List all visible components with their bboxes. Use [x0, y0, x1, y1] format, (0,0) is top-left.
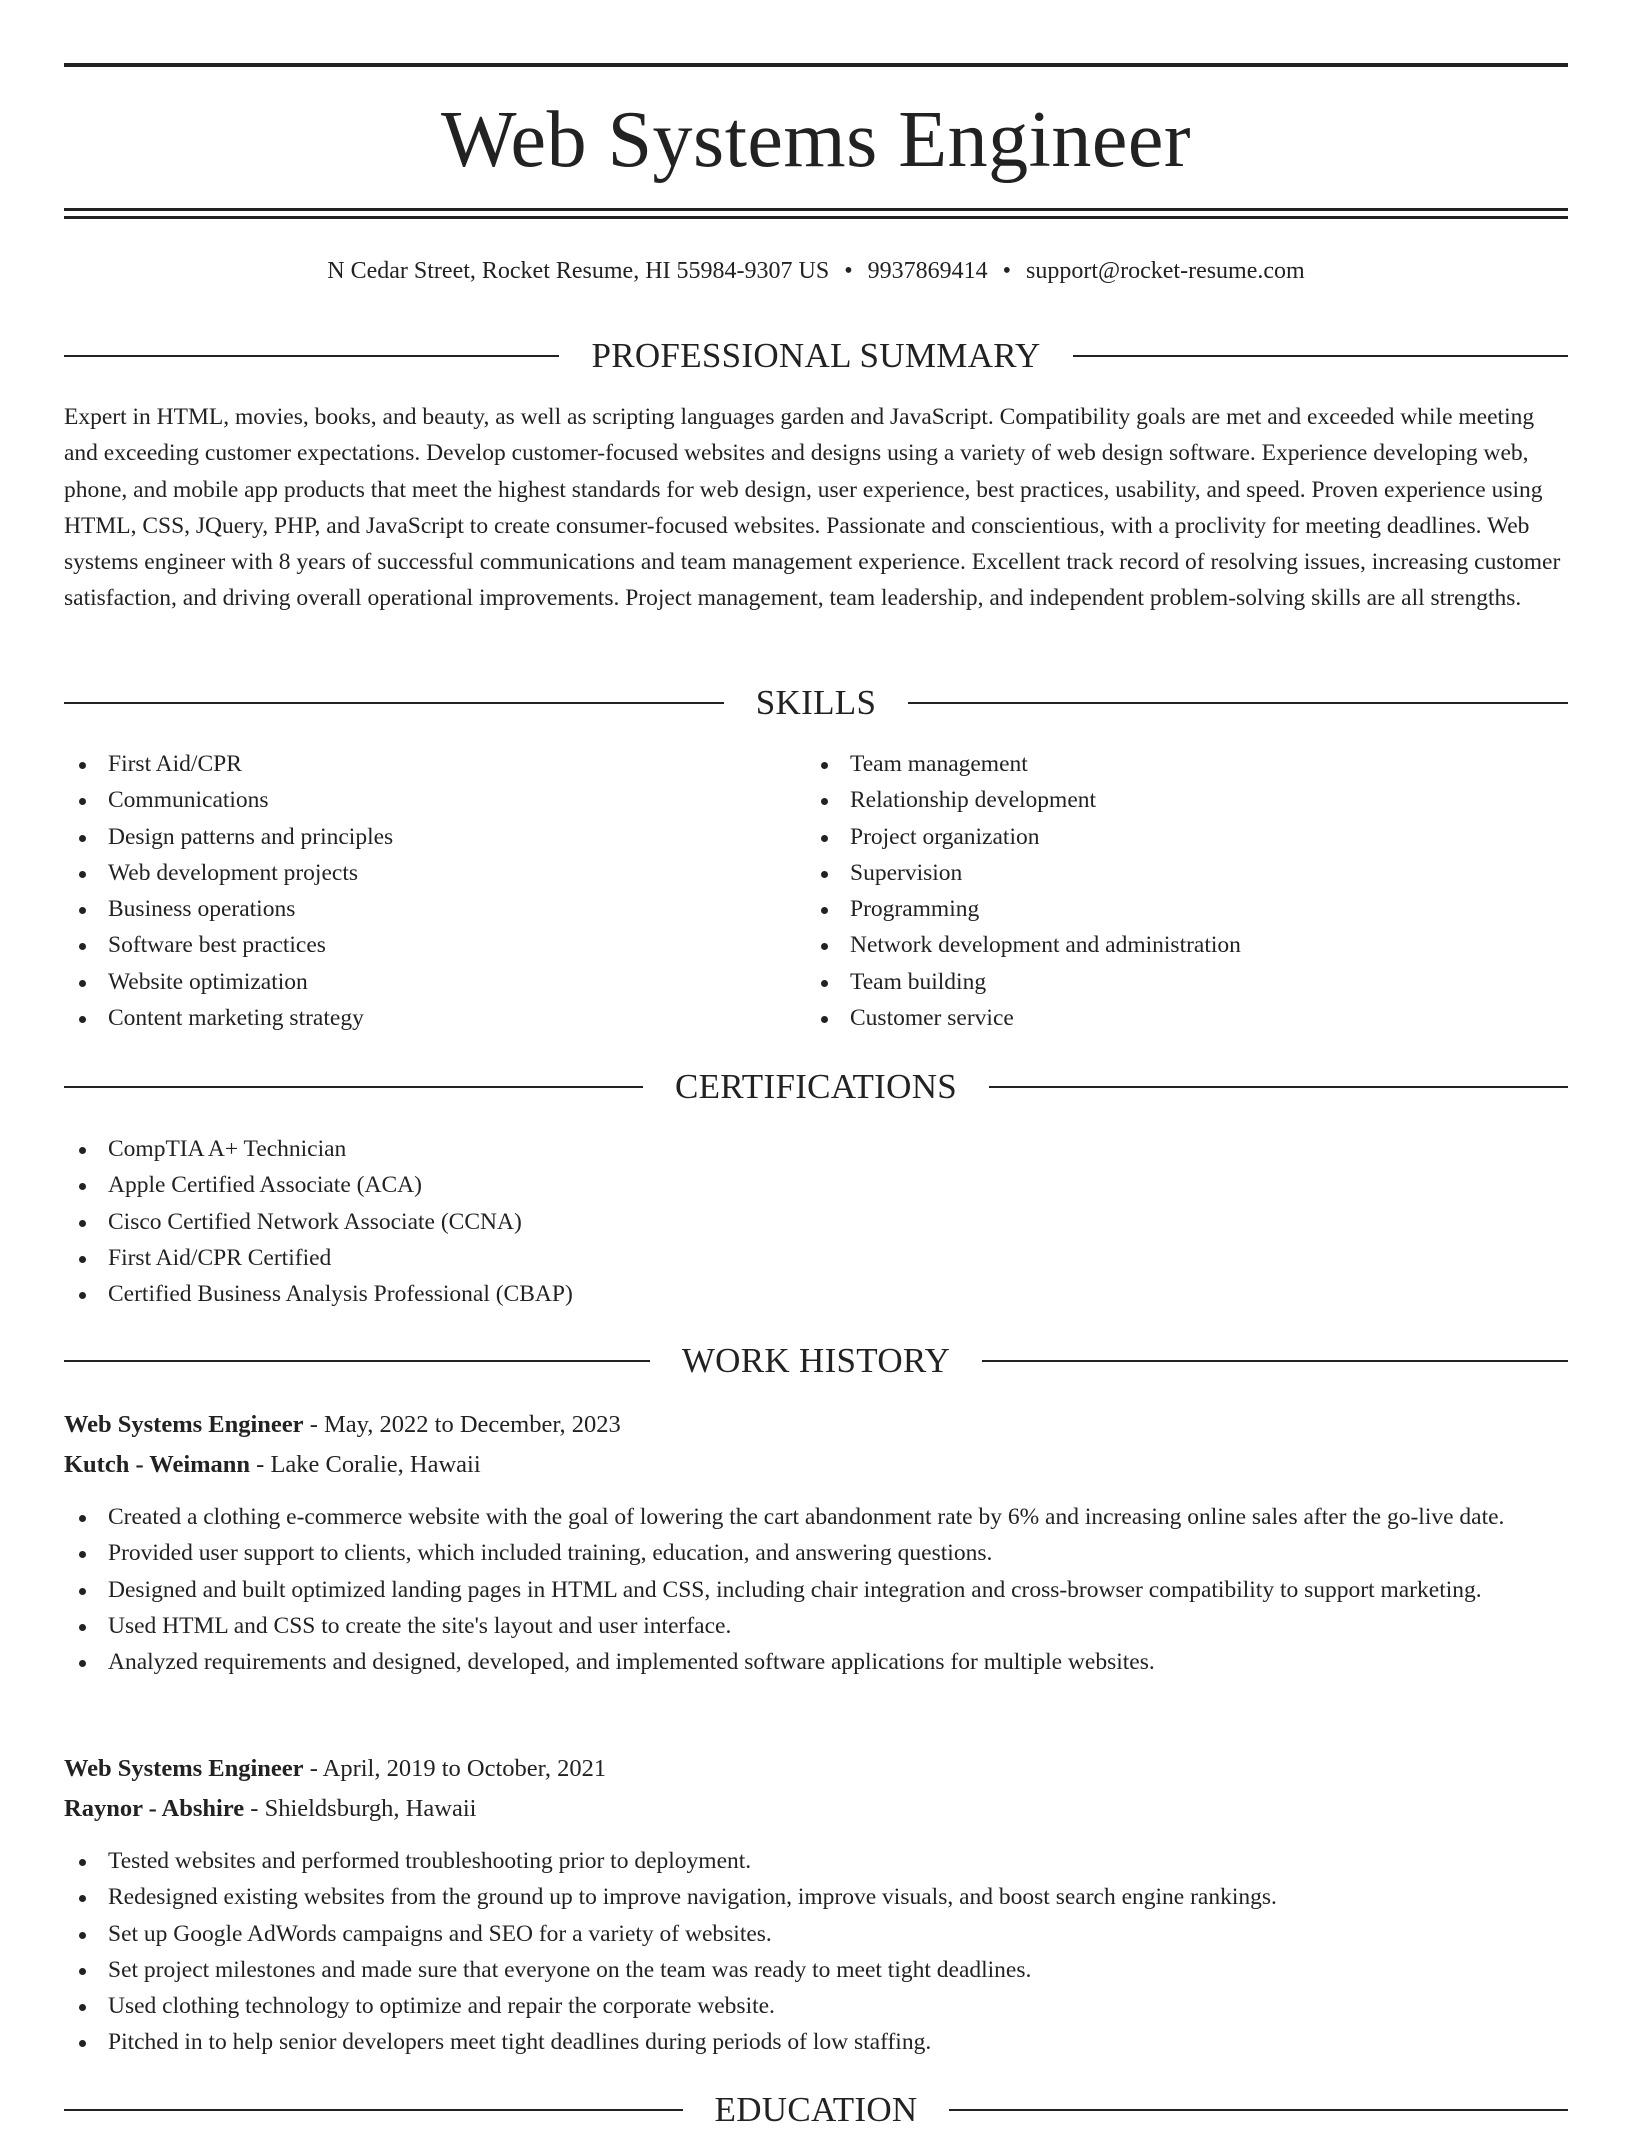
skills-list-right: [806, 746, 1566, 1036]
skill-item: First Aid/CPR: [64, 746, 804, 782]
job-location: - Lake Coralie, Hawaii: [250, 1451, 481, 1478]
section-title: WORK HISTORY: [681, 1341, 951, 1380]
job-duty-item: Analyzed requirements and designed, developed, and implemented software applications for multiple websites.: [64, 1644, 1568, 1680]
section-rule: [64, 355, 559, 357]
summary-section-heading: [64, 336, 1568, 376]
job-duty-item: Tested websites and performed troubleshooting prior to deployment.: [64, 1843, 1568, 1879]
skill-item: Supervision: [806, 855, 1566, 891]
certification-item: CompTIA A+ Technician: [64, 1131, 1568, 1167]
certification-item: Certified Business Analysis Professional (CBAP): [64, 1276, 1568, 1312]
contact-email: support@rocket-resume.com: [1026, 258, 1305, 284]
section-rule: [64, 1086, 643, 1088]
certification-item: Apple Certified Associate (ACA): [64, 1167, 1568, 1203]
certifications-list: [64, 1131, 1568, 1312]
skill-item: Website optimization: [64, 964, 804, 1000]
section-rule: [989, 1086, 1568, 1088]
contact-phone: 9937869414: [867, 258, 988, 284]
job-location: - Shieldsburgh, Hawaii: [244, 1795, 477, 1822]
skill-item: Business operations: [64, 891, 804, 927]
certification-item: Cisco Certified Network Associate (CCNA): [64, 1204, 1568, 1240]
job-title: Web Systems Engineer: [64, 1411, 304, 1438]
job-duty-item: Provided user support to clients, which included training, education, and answering questions.: [64, 1535, 1568, 1571]
job-duties-list: [64, 1499, 1568, 1680]
skill-item: Web development projects: [64, 855, 804, 891]
job-duty-item: Set up Google AdWords campaigns and SEO for a variety of websites.: [64, 1916, 1568, 1952]
resume-name-heading: Web Systems Engineer: [440, 96, 1192, 184]
job-company-line: [64, 1789, 1568, 1829]
header-rule-lower: [64, 216, 1568, 219]
skill-item: Network development and administration: [806, 927, 1566, 963]
job-duty-item: Redesigned existing websites from the ground up to improve navigation, improve visuals, and boost search engine rankings.: [64, 1879, 1568, 1915]
skill-item: Relationship development: [806, 782, 1566, 818]
skill-item: Content marketing strategy: [64, 1000, 804, 1036]
job-duty-item: Designed and built optimized landing pages in HTML and CSS, including chair integration and cross-browser compatibility to support marketing.: [64, 1572, 1568, 1608]
section-title: EDUCATION: [714, 2090, 918, 2129]
section-rule: [1073, 355, 1568, 357]
job-duty-item: Set project milestones and made sure that everyone on the team was ready to meet tight deadlines.: [64, 1952, 1568, 1988]
contact-line: [64, 253, 1568, 289]
section-rule: [64, 2109, 683, 2111]
job-duty-item: Used clothing technology to optimize and repair the corporate website.: [64, 1988, 1568, 2024]
section-rule: [64, 702, 724, 704]
job-company-line: [64, 1445, 1568, 1485]
skill-item: Design patterns and principles: [64, 819, 804, 855]
skills-section-heading: [64, 683, 1568, 723]
skill-item: Software best practices: [64, 927, 804, 963]
job-dates: - April, 2019 to October, 2021: [303, 1755, 607, 1782]
skill-item: Programming: [806, 891, 1566, 927]
skill-item: Project organization: [806, 819, 1566, 855]
job-company: Kutch - Weimann: [64, 1451, 251, 1478]
job-title: Web Systems Engineer: [64, 1755, 304, 1782]
job-duty-item: Pitched in to help senior developers meet tight deadlines during periods of low staffing.: [64, 2024, 1568, 2060]
skill-item: Team management: [806, 746, 1566, 782]
section-rule: [908, 702, 1568, 704]
education-section-heading: [64, 2090, 1568, 2130]
section-title: PROFESSIONAL SUMMARY: [591, 336, 1041, 375]
contact-separator: •: [1002, 258, 1012, 284]
job-duty-item: Created a clothing e-commerce website with the goal of lowering the cart abandonment rate by 6% and increasing online sales after the go-live date.: [64, 1499, 1568, 1535]
contact-address: N Cedar Street, Rocket Resume, HI 55984-9307 US: [327, 258, 830, 284]
section-title: SKILLS: [755, 683, 877, 722]
skill-item: Communications: [64, 782, 804, 818]
top-rule: [64, 63, 1568, 67]
contact-separator: •: [844, 258, 853, 284]
section-rule: [64, 1360, 650, 1362]
skill-item: Customer service: [806, 1000, 1566, 1036]
certification-item: First Aid/CPR Certified: [64, 1240, 1568, 1276]
section-rule: [982, 1360, 1568, 1362]
section-rule: [949, 2109, 1568, 2111]
job-title-line: [64, 1405, 1568, 1445]
job-title-line: [64, 1749, 1568, 1789]
header-rule-upper: [64, 208, 1568, 211]
skills-list-left: [64, 746, 804, 1036]
job-company: Raynor - Abshire: [64, 1795, 245, 1822]
job-duty-item: Used HTML and CSS to create the site's layout and user interface.: [64, 1608, 1568, 1644]
section-title: CERTIFICATIONS: [674, 1067, 958, 1106]
job-dates: - May, 2022 to December, 2023: [303, 1411, 621, 1438]
certifications-section-heading: [64, 1067, 1568, 1107]
job-duties-list: [64, 1843, 1568, 2061]
summary-text: Expert in HTML, movies, books, and beauty, as well as scripting languages garden and JavaScript. Compatibility goals are met and exceeded while meeting and exceeding customer expectations. Develop customer-focused websites and designs using a variety of web design software. Experience developing web, phone, and mobile app products that meet the highest standards for web design, user experience, best practices, usability, and speed. Proven experience using HTML, CSS, JQuery, PHP, and JavaScript to create consumer-focused websites. Passionate and conscientious, with a proclivity for meeting deadlines. Web systems engineer with 8 years of successful communications and team management experience. Excellent track record of resolving issues, increasing customer satisfaction, and driving overall operational improvements. Project management, team leadership, and independent problem-solving skills are all strengths.: [64, 404, 1561, 612]
work-history-section-heading: [64, 1341, 1568, 1381]
skill-item: Team building: [806, 964, 1566, 1000]
